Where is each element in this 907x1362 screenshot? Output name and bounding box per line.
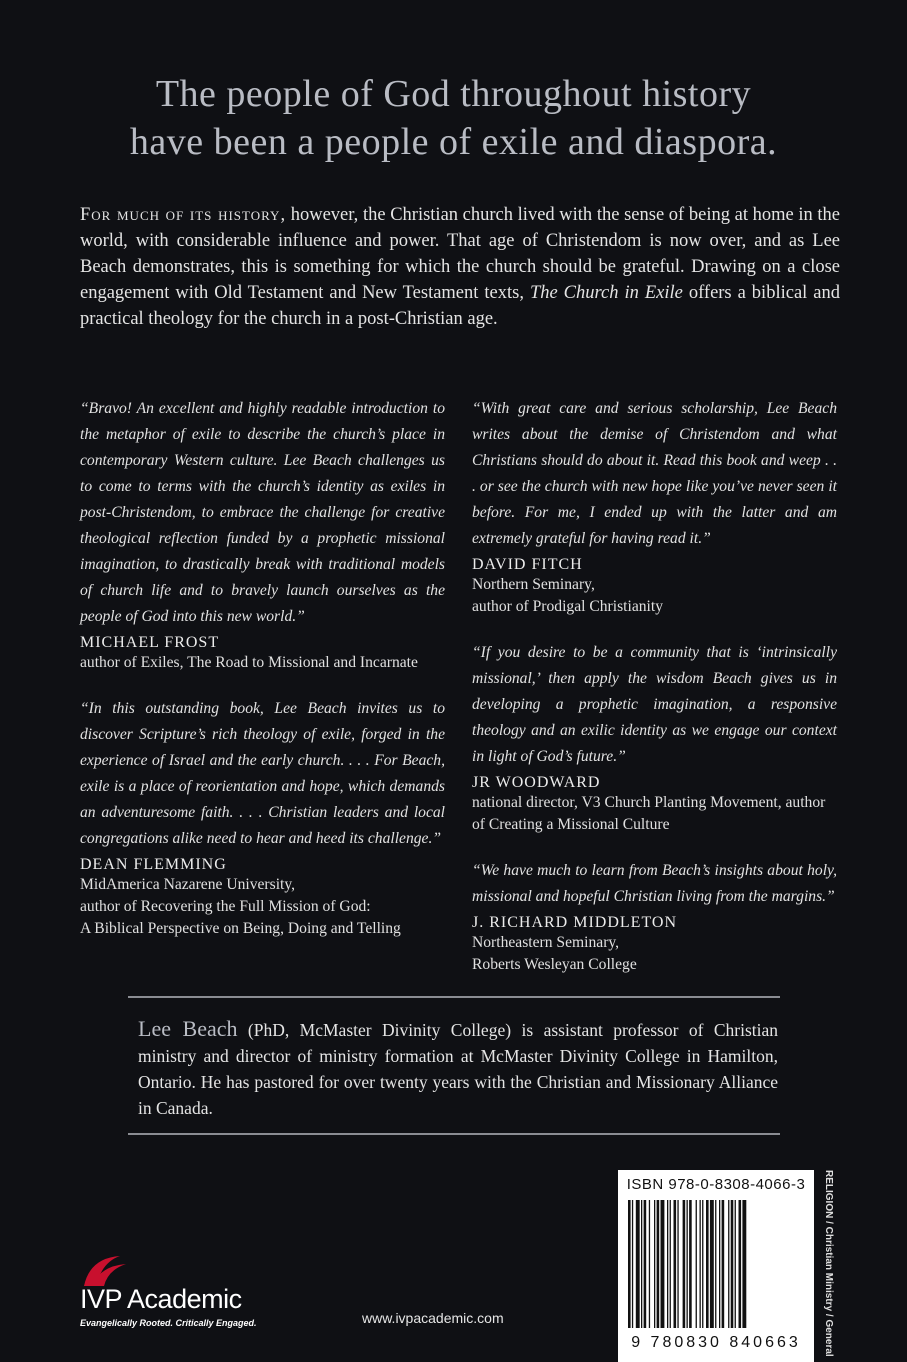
barcode-bar: [728, 1200, 729, 1328]
endorser-name: MICHAEL FROST: [80, 634, 220, 651]
publisher-url[interactable]: www.ivpacademic.com: [362, 1310, 504, 1326]
endorsements-right-column: [472, 396, 837, 998]
barcode-bar: [742, 1200, 746, 1328]
endorser-affiliation: MidAmerica Nazarene University,: [80, 876, 296, 893]
barcode-bar: [667, 1200, 668, 1328]
book-title: The Church in Exile: [529, 283, 683, 303]
barcode-bar: [739, 1200, 742, 1328]
endorser-name: DEAN FLEMMING: [80, 856, 227, 873]
intro-paragraph: [80, 202, 840, 332]
barcode-bar: [735, 1200, 736, 1328]
endorsement: [80, 696, 445, 940]
barcode-bar: [719, 1200, 720, 1328]
endorsement-quote: “With great care and serious scholarship, Lee Beach writes about the demise of Christendom and what Christians should do about it. Read this book and weep . . . or see the church with new hope like you’ve never seen it before. For me, I ended up with the latter and am extremely grateful for having read it.”: [472, 400, 837, 547]
author-name: Lee Beach: [138, 1016, 238, 1041]
barcode-bar: [731, 1200, 734, 1328]
endorser-name: DAVID FITCH: [472, 556, 583, 573]
endorser-affiliation: author of Recovering the Full Mission of God:: [80, 898, 371, 915]
divider-bottom: [128, 1133, 780, 1135]
barcode: [618, 1170, 814, 1362]
endorsement-quote: “We have much to learn from Beach’s insights about holy, missional and hopeful Christian living from the margins.”: [472, 862, 837, 905]
divider-top: [128, 996, 780, 998]
endorser-affiliation: A Biblical Perspective on Being, Doing and Telling: [80, 920, 401, 937]
endorser-affiliation: Northeastern Seminary,: [472, 934, 620, 951]
author-bio: [138, 1016, 778, 1121]
headline: [0, 70, 907, 166]
endorser-affiliation: author of Prodigal Christianity: [472, 598, 664, 615]
endorser-affiliation: national director, V3 Church Planting Movement, author of Creating a Missional Culture: [472, 794, 826, 833]
barcode-bar: [700, 1200, 701, 1328]
endorsements-left-column: [80, 396, 445, 962]
barcode-bar: [632, 1200, 633, 1328]
barcode-bar: [722, 1200, 725, 1328]
barcode-bars: [628, 1200, 804, 1340]
barcode-bar: [636, 1200, 640, 1328]
barcode-bar: [687, 1200, 688, 1328]
endorsement-quote: “In this outstanding book, Lee Beach invites us to discover Scripture’s rich theology of exile, forged in the experience of Israel and the early church. . . . For Beach, exile is a place of reorientation and hope, which demands an adventuresome faith. . . . Christian leaders and local congregations alike need to hear and heed its challenge.”: [80, 700, 445, 847]
endorsement: [472, 640, 837, 836]
endorsement: [80, 396, 445, 674]
endorsement: [472, 396, 837, 618]
barcode-bar: [654, 1200, 655, 1328]
isbn-number: ISBN 978-0-8308-4066-3: [626, 1176, 806, 1193]
publisher-tagline: Evangelically Rooted. Critically Engaged.: [80, 1318, 257, 1328]
endorser-name: JR WOODWARD: [472, 774, 601, 791]
barcode-bar: [649, 1200, 650, 1328]
endorsement-quote: “If you desire to be a community that is ‘intrinsically missional,’ then apply the wisdom Beach gives us in developing a prophetic imagination, a responsive theology and an exilic identity as we engage our context in light of God’s future.”: [472, 644, 837, 765]
endorser-affiliation: author of Exiles, The Road to Missional and Incarnate: [80, 654, 418, 671]
endorser-name: J. RICHARD MIDDLETON: [472, 914, 678, 931]
headline-line-2: have been a people of exile and diaspora.: [129, 121, 778, 163]
barcode-bar: [661, 1200, 665, 1328]
category-label: RELIGION / Christian Ministry / General: [823, 1170, 834, 1357]
endorser-affiliation: Roberts Wesleyan College: [472, 956, 637, 973]
headline-line-1: The people of God throughout history: [155, 73, 752, 115]
barcode-digits: 9 780830 840663: [631, 1334, 801, 1351]
barcode-bar: [689, 1200, 692, 1328]
endorsement-quote: “Bravo! An excellent and highly readable introduction to the metaphor of exile to describe the church’s place in contemporary Western culture. Lee Beach challenges us to come to terms with the church’s identity as exiles in post-Christendom, to embrace the challenge for creative theological reflection funded by a prophetic missional imagination, to drastically break with traditional models of church life and to bravely launch ourselves as the people of God into this new world.”: [80, 400, 445, 625]
barcode-bar: [677, 1200, 678, 1328]
intro-text-1: however, the Christian church lived with the sense of being at home in the world, with considerable influence and power. That age of Christendom is now over, and as Lee Beach demonstrates, this is something for which the church should be grateful. Drawing on a close engagement with Old Testament and New Testament texts,: [80, 205, 840, 303]
barcode-bar: [657, 1200, 660, 1328]
barcode-bar: [715, 1200, 716, 1328]
barcode-bar: [706, 1200, 709, 1328]
publisher-logo: [80, 1252, 280, 1332]
barcode-bar: [641, 1200, 642, 1328]
ivp-flame-icon: [80, 1252, 140, 1288]
endorsement: [472, 858, 837, 976]
author-bio-text: (PhD, McMaster Divinity College) is assistant professor of Christian ministry and director of ministry formation at McMaster Divinity College in Hamilton, Ontario. He has pastored for over twenty years with the Christian and Missionary Alliance in Canada.: [138, 1020, 779, 1118]
barcode-bar: [696, 1200, 697, 1328]
endorser-affiliation: Northern Seminary,: [472, 576, 595, 593]
barcode-bar: [683, 1200, 686, 1328]
barcode-bar: [628, 1200, 631, 1328]
barcode-bar: [670, 1200, 671, 1328]
barcode-bar: [710, 1200, 714, 1328]
publisher-name: IVP Academic: [80, 1284, 242, 1314]
barcode-bar: [644, 1200, 647, 1328]
barcode-bar: [674, 1200, 677, 1328]
barcode-bar: [702, 1200, 703, 1328]
intro-lead: For much of its history,: [80, 205, 287, 225]
intro-text-2: offers a biblical and practical theology for the church in a post-Christian age.: [80, 283, 840, 329]
